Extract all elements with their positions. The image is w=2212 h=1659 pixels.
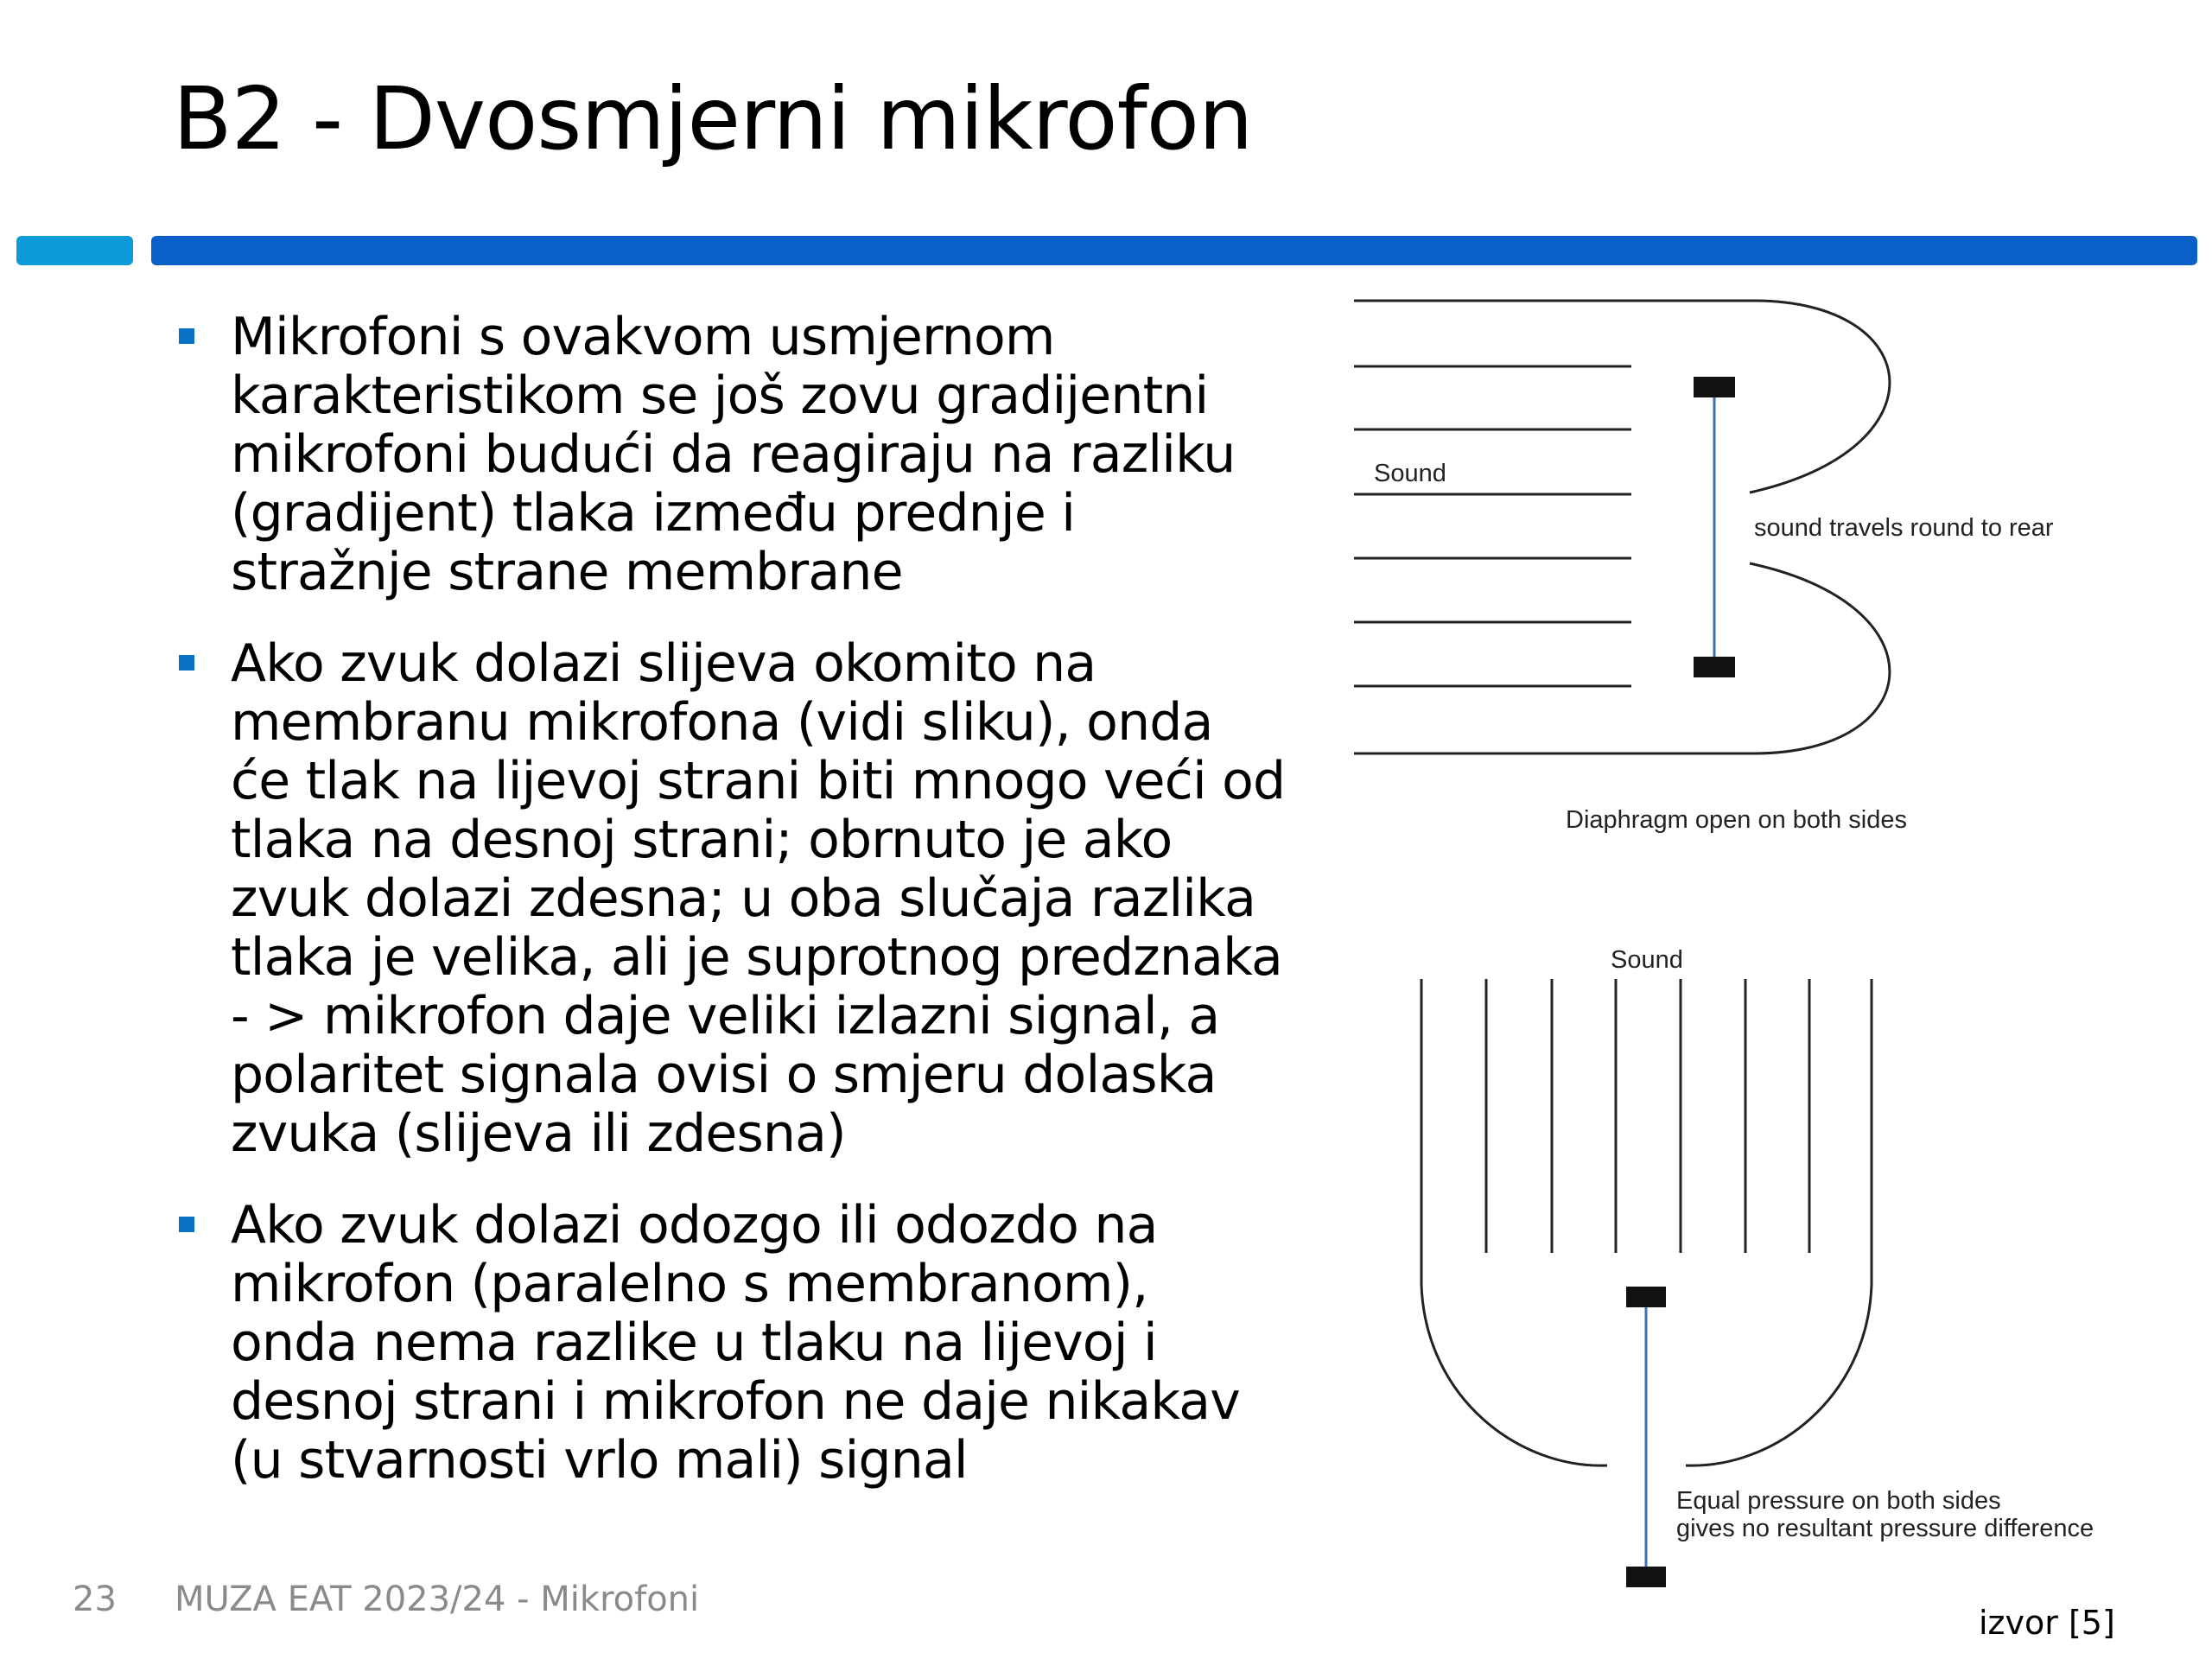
bullet-text-line: onda nema razlike u tlaku na lijevoj i xyxy=(231,1313,1157,1373)
bullet-text-line: - > mikrofon daje veliki izlazni signal, a xyxy=(231,986,1220,1046)
bullet-text-line: karakteristikom se još zovu gradijentni xyxy=(231,365,1209,426)
bullet-text-line: stražnje strane membrane xyxy=(231,542,903,602)
source-citation: izvor [5] xyxy=(1979,1604,2115,1642)
bullet-text-line: Ako zvuk dolazi odozgo ili odozdo na xyxy=(231,1195,1158,1255)
bullet-text-line: desnoj strani i mikrofon ne daje nikakav xyxy=(231,1371,1240,1432)
footer-text: MUZA EAT 2023/24 - Mikrofoni xyxy=(175,1580,700,1619)
bullet-text-line: tlaka je velika, ali je suprotnog predznaka xyxy=(231,927,1282,988)
sound-label: Sound xyxy=(1374,460,1446,487)
sound-label: Sound xyxy=(1611,946,1683,974)
diaphragm-clamp-top xyxy=(1694,377,1735,397)
diaphragm-clamp-top xyxy=(1626,1287,1666,1307)
sound-wavefront-outline xyxy=(1354,563,1890,753)
bullet-text-line: zvuka (slijeva ili zdesna) xyxy=(231,1103,846,1164)
slide-title: B2 - Dvosmjerni mikrofon xyxy=(173,68,1253,169)
bullet-text-line: zvuk dolazi zdesna; u oba slučaja razlika xyxy=(231,868,1256,929)
diaphragm-clamp-bottom xyxy=(1694,657,1735,677)
bullet-text-line: Mikrofoni s ovakvom usmjernom xyxy=(231,307,1055,367)
bullet-text-line: polaritet signala ovisi o smjeru dolaska xyxy=(231,1045,1217,1105)
diaphragm-clamp-bottom xyxy=(1626,1567,1666,1587)
slide-number: 23 xyxy=(73,1580,117,1619)
bullet-text-line: mikrofoni budući da reagiraju na razliku xyxy=(231,424,1236,485)
bullet-text-line: mikrofon (paralelno s membranom), xyxy=(231,1254,1148,1314)
sound-wavefront-outline xyxy=(1421,979,1607,1465)
bullet-text-line: Ako zvuk dolazi slijeva okomito na xyxy=(231,633,1096,694)
diaphragm-caption: Diaphragm open on both sides xyxy=(1566,806,1907,834)
bullet-text-line: tlaka na desnoj strani; obrnuto je ako xyxy=(231,810,1173,870)
bullet-text-line: (gradijent) tlaka između prednje i xyxy=(231,483,1076,543)
rear-travel-label: sound travels round to rear xyxy=(1754,514,2054,542)
bullet-text-line: membranu mikrofona (vidi sliku), onda xyxy=(231,692,1213,753)
bullet-text-line: će tlak na lijevoj strani biti mnogo veći od xyxy=(231,751,1286,811)
pressure-caption-line1: Equal pressure on both sides xyxy=(1676,1487,2001,1515)
pressure-caption-line2: gives no resultant pressure difference xyxy=(1676,1515,2094,1542)
bullet-text-line: (u stvarnosti vrlo mali) signal xyxy=(231,1430,968,1491)
sound-wavefront-outline xyxy=(1686,979,1872,1465)
